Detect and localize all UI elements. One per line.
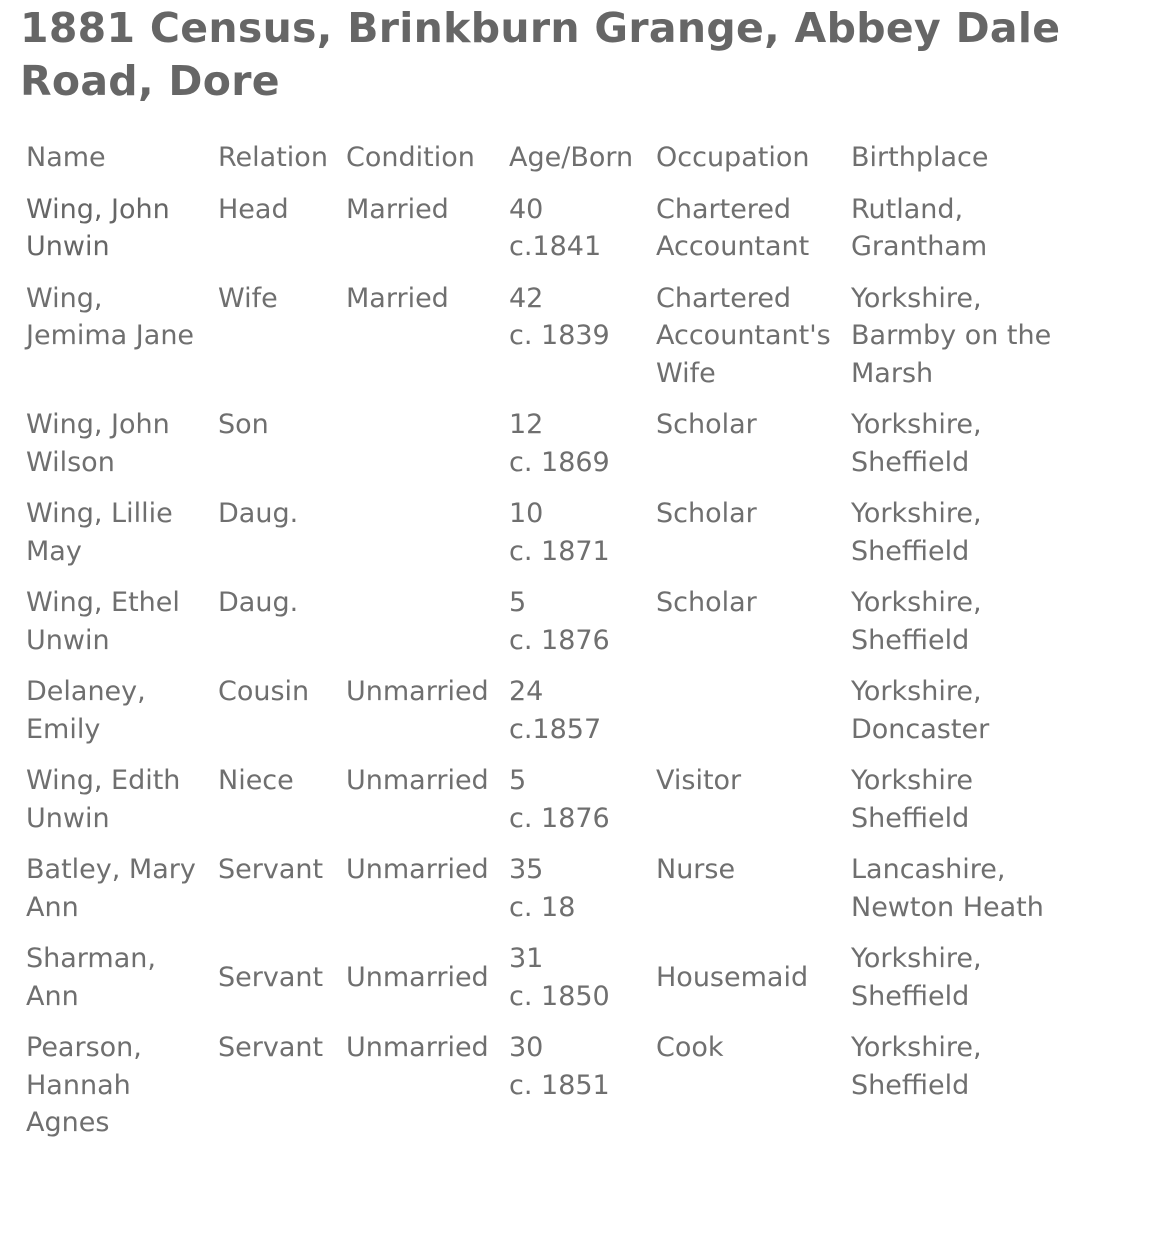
table-row <box>18 191 1089 280</box>
cell-relation: Servant <box>218 854 324 885</box>
column-header-birthplace: Birthplace <box>851 142 989 173</box>
cell-age: 31 <box>509 943 544 974</box>
cell-name: Wing, Jemima Jane <box>26 282 195 351</box>
cell-relation: Niece <box>218 765 294 796</box>
cell-name: Wing, Edith Unwin <box>26 765 181 834</box>
cell-relation: Daug. <box>218 587 299 618</box>
cell-occupation: Nurse <box>656 854 736 885</box>
cell-condition: Married <box>346 193 449 225</box>
cell-born: c.1841 <box>509 231 602 262</box>
cell-age: 30 <box>509 1032 544 1063</box>
cell-age-born <box>501 495 648 584</box>
census-table <box>18 136 1089 1156</box>
cell-age: 10 <box>509 498 544 529</box>
cell-age: 5 <box>509 765 527 796</box>
cell-age-born <box>501 851 648 940</box>
cell-condition: Unmarried <box>346 1032 489 1063</box>
cell-occupation: Housemaid <box>656 961 809 993</box>
column-header-name: Name <box>26 142 106 173</box>
cell-birthplace: Yorkshire, Sheffield <box>851 1032 982 1101</box>
table-row <box>18 584 1089 673</box>
column-header-occupation: Occupation <box>656 142 810 173</box>
cell-age-born <box>501 1029 648 1156</box>
cell-birthplace: Yorkshire, Barmby on the Marsh <box>851 282 1052 389</box>
cell-relation: Wife <box>218 282 278 314</box>
cell-birthplace: Yorkshire, Doncaster <box>851 676 990 745</box>
cell-name: Wing, John Unwin <box>26 193 170 262</box>
table-row <box>18 673 1089 762</box>
cell-occupation <box>648 673 843 762</box>
column-header-age-born: Age/Born <box>509 142 634 173</box>
cell-condition: Married <box>346 282 449 314</box>
cell-birthplace: Yorkshire Sheffield <box>851 765 973 834</box>
page-title: 1881 Census, Brinkburn Grange, Abbey Dale Road, Dore <box>20 4 1061 105</box>
cell-relation: Son <box>218 409 269 440</box>
cell-occupation: Scholar <box>656 498 757 529</box>
cell-age: 40 <box>509 193 544 225</box>
cell-condition: Unmarried <box>346 854 489 885</box>
cell-born: c. 1871 <box>509 535 610 567</box>
cell-occupation: Chartered Accountant's Wife <box>656 282 831 389</box>
cell-condition <box>338 584 501 673</box>
cell-condition: Unmarried <box>346 676 489 707</box>
table-header-row <box>18 136 1089 191</box>
cell-name: Wing, Ethel Unwin <box>26 587 180 656</box>
cell-age: 35 <box>509 854 544 885</box>
cell-birthplace: Yorkshire, Sheffield <box>851 943 982 1012</box>
cell-condition: Unmarried <box>346 961 489 993</box>
cell-relation: Cousin <box>218 676 310 707</box>
cell-relation: Daug. <box>218 498 299 529</box>
cell-born: c. 1850 <box>509 980 610 1012</box>
cell-relation: Servant <box>218 1032 324 1063</box>
cell-relation: Head <box>218 193 289 225</box>
cell-condition <box>338 495 501 584</box>
column-header-relation: Relation <box>218 142 328 173</box>
cell-born: c. 1876 <box>509 802 610 834</box>
cell-condition: Unmarried <box>346 765 489 796</box>
cell-occupation: Visitor <box>656 765 742 796</box>
cell-name: Wing, Lillie May <box>26 498 173 567</box>
table-row <box>18 406 1089 495</box>
cell-occupation: Scholar <box>656 587 757 618</box>
cell-age: 24 <box>509 676 544 707</box>
column-header-condition: Condition <box>346 142 475 173</box>
cell-born: c. 1869 <box>509 446 610 478</box>
table-row <box>18 495 1089 584</box>
cell-condition <box>338 406 501 495</box>
cell-name: Wing, John Wilson <box>26 409 170 478</box>
cell-age-born <box>501 762 648 851</box>
cell-birthplace: Yorkshire, Sheffield <box>851 498 982 567</box>
cell-name: Pearson, Hannah Agnes <box>26 1032 142 1138</box>
cell-age: 5 <box>509 587 527 618</box>
table-row <box>18 280 1089 407</box>
table-row <box>18 1029 1089 1156</box>
cell-born: c.1857 <box>509 713 602 745</box>
cell-born: c. 18 <box>509 891 576 923</box>
cell-age-born <box>501 940 648 1029</box>
cell-age-born <box>501 191 648 280</box>
cell-age: 42 <box>509 282 544 314</box>
cell-occupation: Chartered Accountant <box>656 193 810 262</box>
cell-age-born <box>501 280 648 407</box>
cell-name: Delaney, Emily <box>26 676 146 745</box>
cell-age-born <box>501 406 648 495</box>
cell-birthplace: Yorkshire, Sheffield <box>851 409 982 478</box>
cell-name: Sharman, Ann <box>26 943 156 1012</box>
cell-age-born <box>501 673 648 762</box>
cell-age-born <box>501 584 648 673</box>
cell-born: c. 1876 <box>509 624 610 656</box>
cell-birthplace: Lancashire, Newton Heath <box>851 854 1044 923</box>
table-row <box>18 851 1089 940</box>
cell-birthplace: Yorkshire, Sheffield <box>851 587 982 656</box>
cell-age: 12 <box>509 409 544 440</box>
cell-occupation: Cook <box>656 1032 724 1063</box>
table-row <box>18 762 1089 851</box>
cell-birthplace: Rutland, Grantham <box>851 193 988 262</box>
table-row <box>18 940 1089 1029</box>
cell-occupation: Scholar <box>656 409 757 440</box>
cell-born: c. 1839 <box>509 320 610 351</box>
cell-name: Batley, Mary Ann <box>26 854 196 923</box>
cell-relation: Servant <box>218 961 324 993</box>
cell-born: c. 1851 <box>509 1069 610 1101</box>
